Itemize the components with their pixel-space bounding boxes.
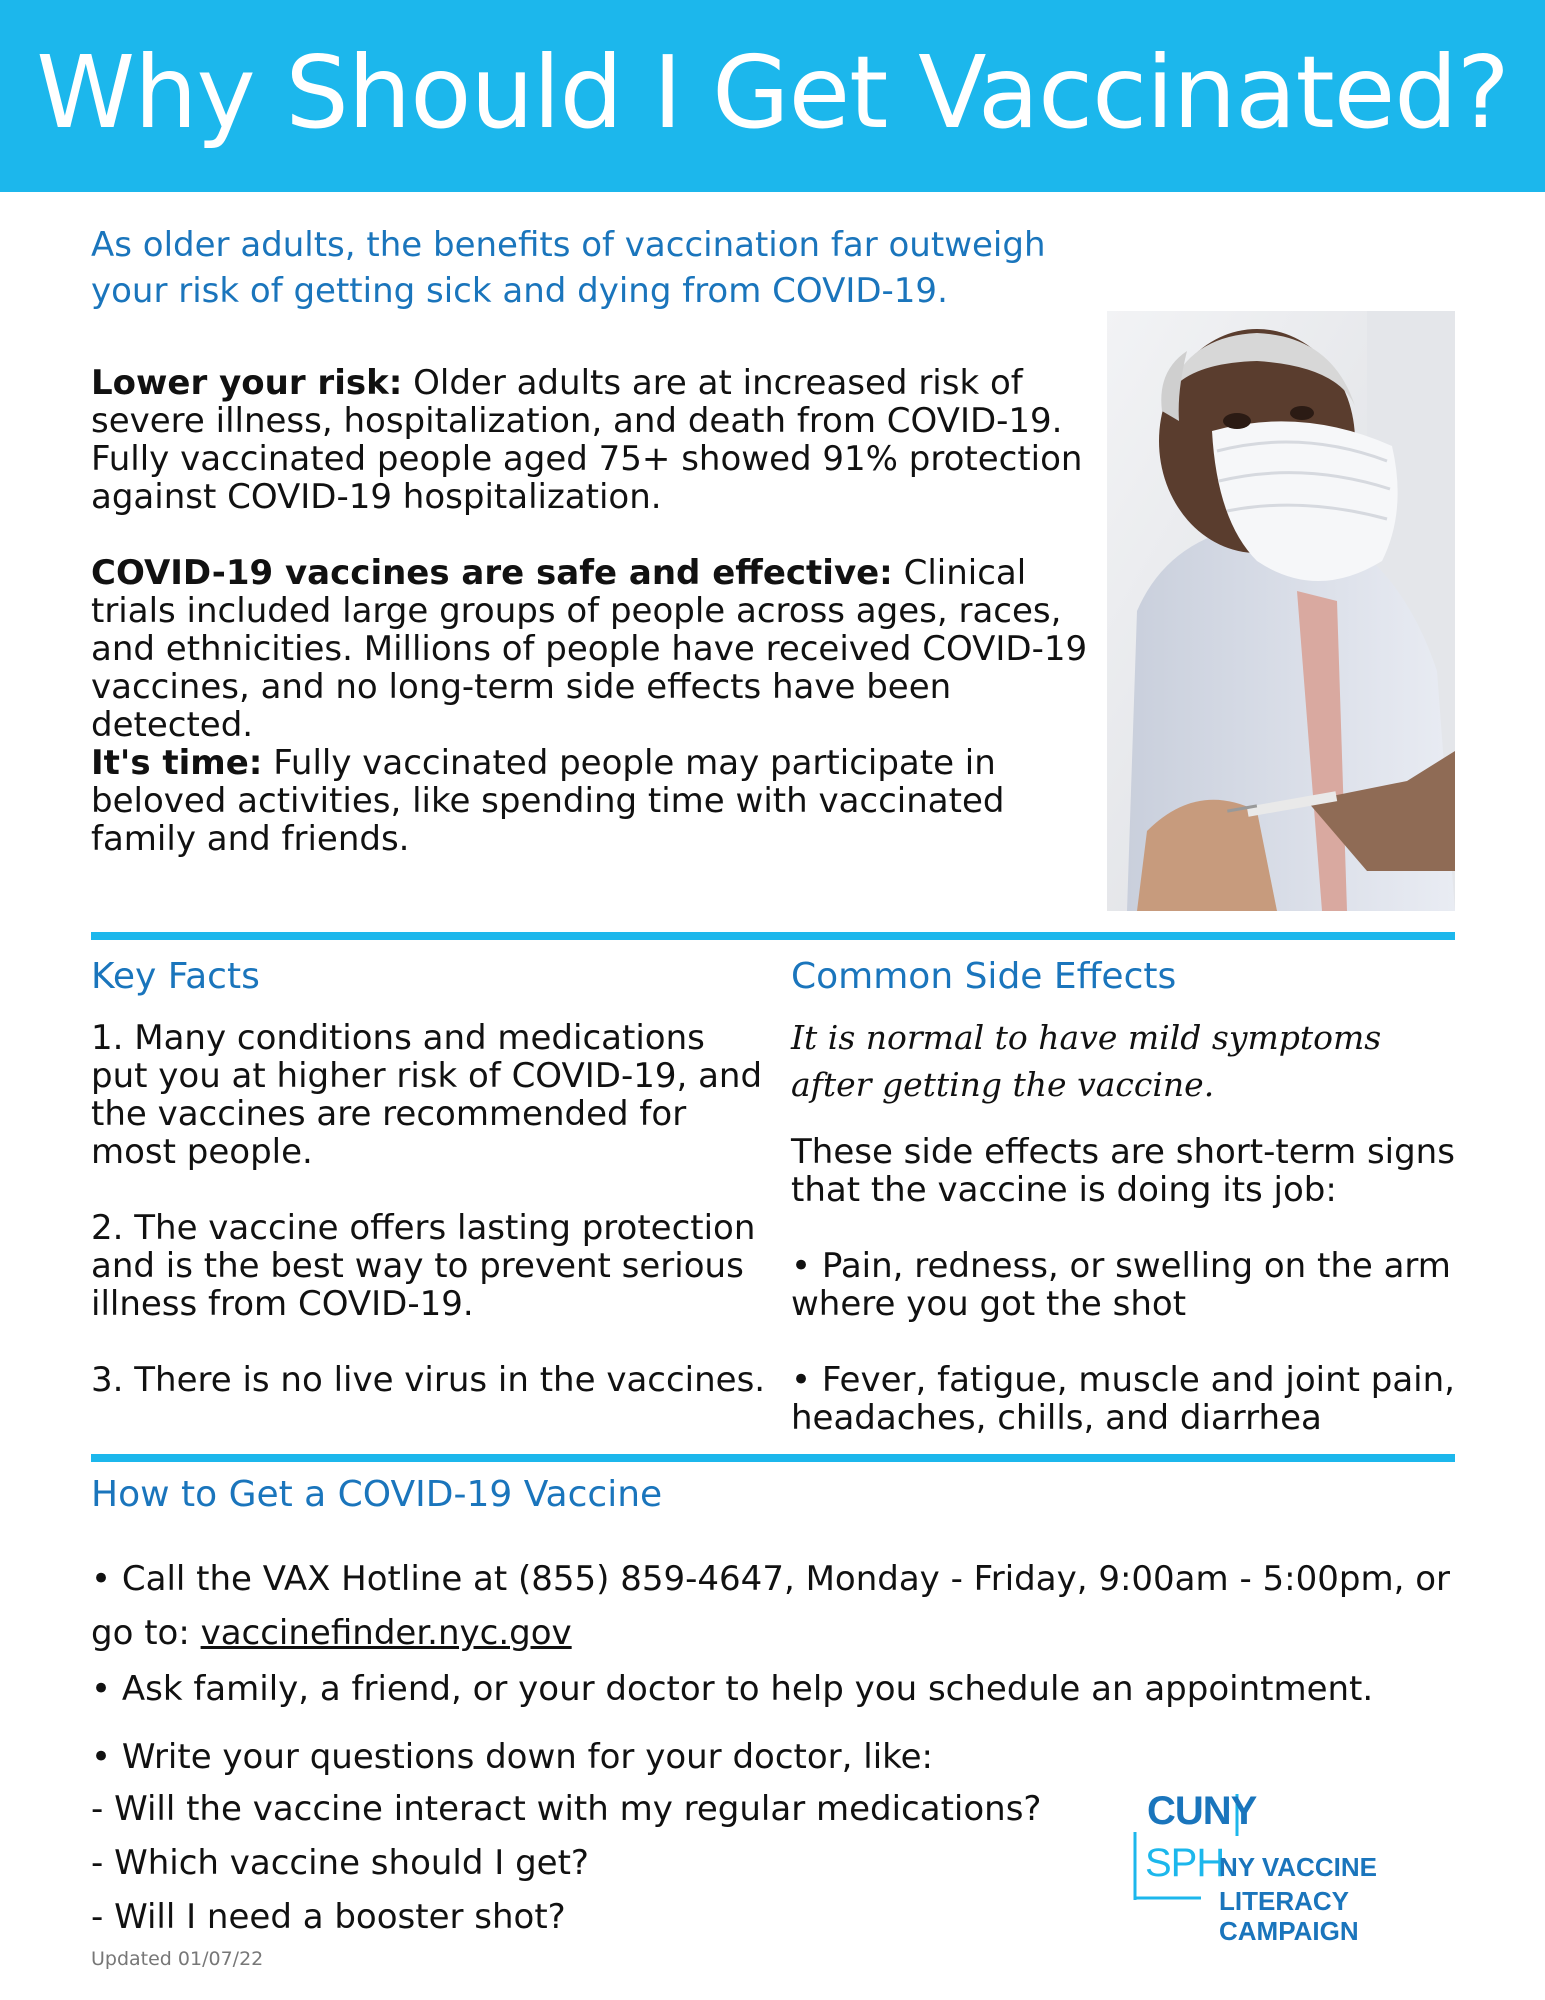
hotline-info [91, 1552, 1455, 1660]
side-effects-heading: Common Side Effects [791, 956, 1177, 997]
vaccination-photo-illustration [1107, 311, 1455, 911]
key-fact-item: 1. Many conditions and medications put you at higher risk of COVID-19, and the vaccines are recommended for most people. [91, 1018, 763, 1172]
section-heading: It's time: [91, 743, 263, 783]
cuny-sph-logo [1133, 1788, 1453, 1946]
logo-literacy-campaign: LITERACY CAMPAIGN [1219, 1886, 1359, 1946]
updated-date: Updated 01/07/22 [91, 1948, 264, 1970]
logo-cuny: CUNY [1147, 1789, 1257, 1833]
vaccination-photo [1107, 311, 1455, 911]
section-body: Fully vaccinated people may participate in beloved activities, like spending time with vaccinated family and friends. [91, 743, 1005, 859]
section-safe-effective [91, 554, 1111, 744]
key-facts-heading: Key Facts [91, 956, 260, 997]
how-to-heading: How to Get a COVID-19 Vaccine [91, 1474, 663, 1515]
vaccinefinder-link[interactable]: vaccinefinder.nyc.gov [200, 1613, 572, 1653]
section-its-time [91, 744, 1031, 858]
section-divider [91, 1454, 1455, 1462]
section-heading: COVID-19 vaccines are safe and effective: [91, 553, 893, 593]
hotline-text: • Call the VAX Hotline at (855) 859-4647, Monday - Friday, 9:00am - 5:00pm, or go to: [91, 1559, 1450, 1653]
section-heading: Lower your risk: [91, 363, 403, 403]
side-effect-item: • Pain, redness, or swelling on the arm where you got the shot [791, 1246, 1451, 1324]
key-fact-item: 3. There is no live virus in the vaccines. [91, 1360, 766, 1400]
question-item: - Which vaccine should I get? [91, 1843, 589, 1883]
write-questions-item: • Write your questions down for your doctor, like: [91, 1737, 934, 1777]
page-title: Why Should I Get Vaccinated? [36, 34, 1509, 151]
logo-sph: SPH [1145, 1841, 1225, 1885]
ask-help-item: • Ask family, a friend, or your doctor to help you schedule an appointment. [91, 1669, 1374, 1709]
side-effects-intro: These side effects are short-term signs that the vaccine is doing its job: [791, 1132, 1455, 1210]
title-banner [0, 0, 1545, 192]
side-effect-item: • Fever, fatigue, muscle and joint pain, headaches, chills, and diarrhea [791, 1360, 1455, 1438]
key-fact-item: 2. The vaccine offers lasting protection and is the best way to prevent serious illness from COVID-19. [91, 1208, 756, 1324]
section-divider [91, 932, 1455, 940]
question-item: - Will I need a booster shot? [91, 1897, 566, 1937]
section-lower-risk [91, 364, 1111, 516]
intro-text: As older adults, the benefits of vaccination far outweigh your risk of getting sick and dying from COVID-19. [91, 225, 1046, 311]
section-body: Clinical trials included large groups of people across ages, races, and ethnicities. Millions of people have received COVID-19 vaccines, and no long-term side effects have been detected. [91, 553, 1088, 745]
section-body: Older adults are at increased risk of severe illness, hospitalization, and death from COVID-19. Fully vaccinated people aged 75+ showed 91% protection against COVID-19 hospitalization. [91, 363, 1083, 517]
side-effects-note: It is normal to have mild symptoms after getting the vaccine. [791, 1018, 1382, 1104]
logo-ny-vaccine: NY VACCINE [1219, 1852, 1377, 1882]
question-item: - Will the vaccine interact with my regular medications? [91, 1789, 1042, 1829]
